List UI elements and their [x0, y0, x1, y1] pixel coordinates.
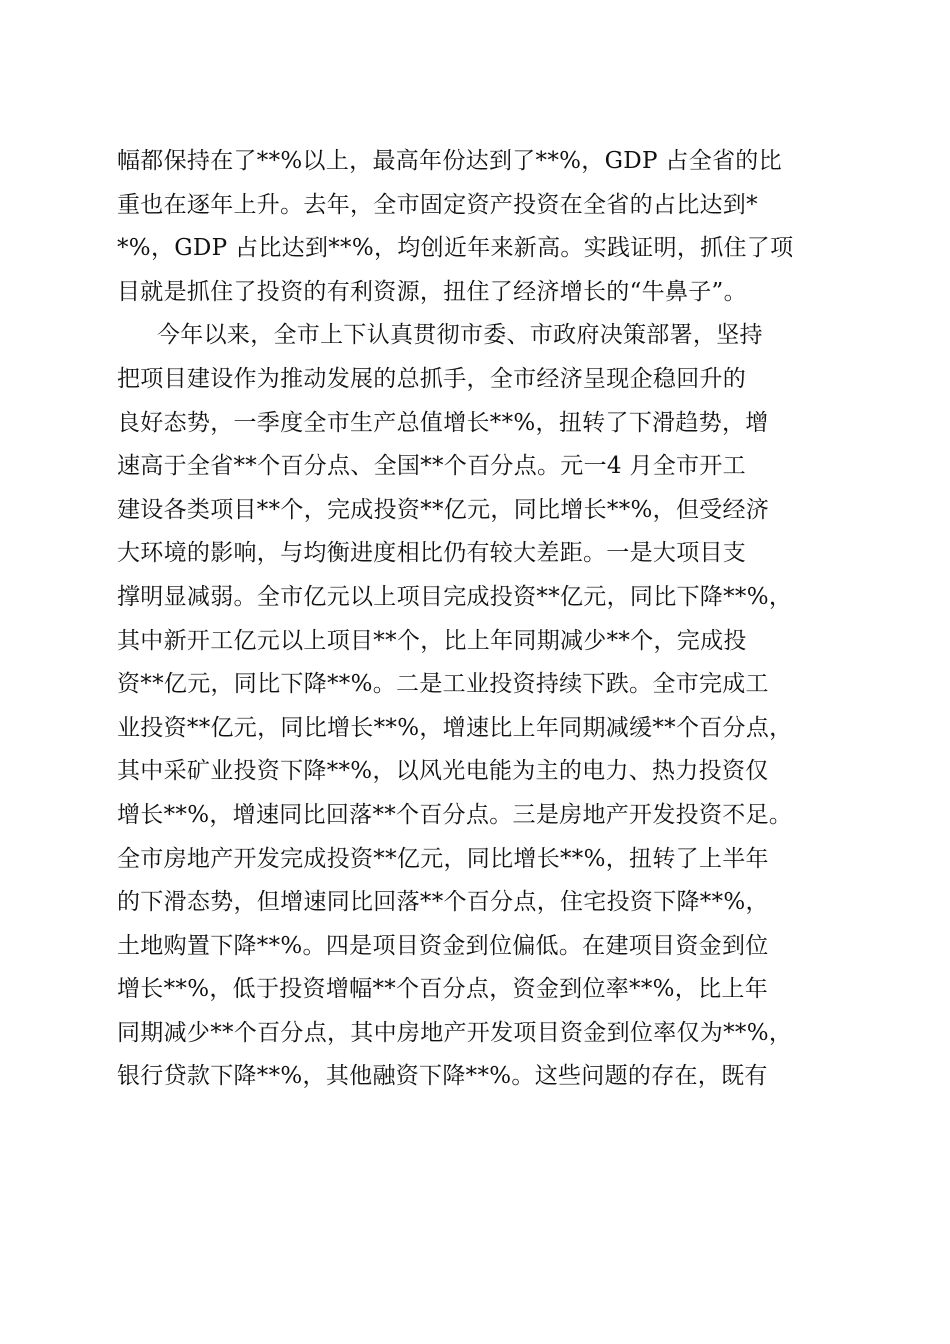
text-line: 大环境的影响，与均衡进度相比仍有较大差距。一是大项目支: [117, 540, 747, 567]
text-line: 把项目建设作为推动发展的总抓手，全市经济呈现企稳回升的: [117, 365, 747, 392]
text-line: 银行贷款下降**%，其他融资下降**%。这些问题的存在，既有: [117, 1063, 768, 1090]
text-line: 全市房地产开发完成投资**亿元，同比增长**%，扭转了上半年: [117, 845, 769, 872]
text-line: 的下滑态势，但增速同比回落**个百分点，住宅投资下降**%，: [117, 889, 769, 916]
text-line: 目就是抓住了投资的有利资源，扭住了经济增长的“牛鼻子”。: [117, 278, 747, 305]
text-line: 建设各类项目**个，完成投资**亿元，同比增长**%，但受经济: [117, 496, 770, 523]
text-line: 同期减少**个百分点，其中房地产开发项目资金到位率仅为**%，: [117, 1019, 793, 1046]
text-line: 撑明显减弱。全市亿元以上项目完成投资**亿元，同比下降**%，: [117, 583, 793, 610]
text-line: 业投资**亿元，同比增长**%，增速比上年同期减缓**个百分点，: [117, 714, 793, 741]
text-line: *%，GDP 占比达到**%，均创近年来新高。实践证明，抓住了项: [117, 235, 794, 262]
text-line: 资**亿元，同比下降**%。二是工业投资持续下跌。全市完成工: [117, 671, 769, 698]
text-line: 增长**%，增速同比回落**个百分点。三是房地产开发投资不足。: [117, 801, 793, 828]
text-line: 幅都保持在了**%以上，最高年份达到了**%，GDP 占全省的比: [117, 148, 782, 174]
text-line: 增长**%，低于投资增幅**个百分点，资金到位率**%，比上年: [117, 976, 769, 1003]
text-line: 重也在逐年上升。去年，全市固定资产投资在全省的占比达到*: [117, 191, 758, 218]
paragraph-start-line: 今年以来，全市上下认真贯彻市委、市政府决策部署，坚持: [157, 322, 763, 349]
text-line: 其中新开工亿元以上项目**个，比上年同期减少**个，完成投: [117, 627, 747, 654]
text-line: 其中采矿业投资下降**%，以风光电能为主的电力、热力投资仅: [117, 758, 769, 785]
body-text: [117, 140, 837, 1099]
text-line: 速高于全省**个百分点、全国**个百分点。元一4 月全市开工: [117, 453, 746, 480]
text-line: 良好态势，一季度全市生产总值增长**%，扭转了下滑趋势，增: [117, 409, 769, 436]
text-line: 土地购置下降**%。四是项目资金到位偏低。在建项目资金到位: [117, 932, 769, 959]
